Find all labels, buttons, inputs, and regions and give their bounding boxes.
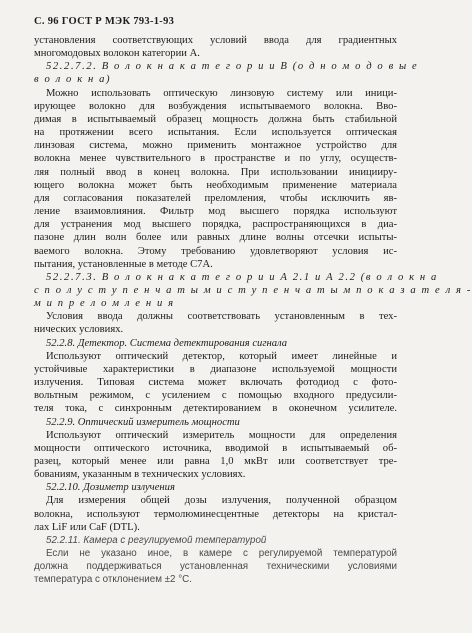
text-line: Для измерения общей дозы излучения, полученной образцом [46, 495, 397, 507]
text-line: температура с отклонением ±2 °С. [34, 574, 192, 586]
text-line: должна поддерживаться установленная техническими условиями [34, 561, 397, 573]
text-line: 52.2.7.2. В о л о к н а к а т е г о р и и В (о д н о м о д о в ы е [46, 61, 419, 73]
text-line: разец, который менее или равна 1,0 мкВт или соответствует тре- [34, 456, 397, 467]
text-line: димая в испытываемый образец мощность должна быть стабильной [34, 113, 397, 125]
text-line: Можно использовать оптическую линзовую систему или иници- [46, 87, 397, 99]
text-line: теля тока, с синхронным детектированием в оконечном усилителе. [34, 403, 397, 415]
text-line: 52.2.10. Дозиметр излучения [46, 482, 175, 494]
text-line: Используют оптический детектор, который имеет линейные и [46, 350, 397, 362]
text-line: с п о л у с т у п е н ч а т ы м и с т у п е н ч а т ы м п о к а з а т е л я - [34, 284, 472, 296]
page-header [34, 16, 397, 27]
text-line: многомодовых волокон категории А. [34, 48, 200, 60]
text-line: мощности оптического источника, вводимой в испытываемый об- [34, 442, 397, 454]
text-line: 52.2.8. Детектор. Система детектирования сигнала [46, 337, 288, 349]
text-line: 52.2.11. Камера с регулируемой температурой [46, 534, 267, 546]
text-line: ирующее волокно для возбуждения испытываемого волокна. Вво- [34, 100, 397, 112]
text-line: лах LiF или CaF (DTL). [34, 521, 140, 533]
text-line: Условия ввода должны соответствовать установленным в тех- [46, 311, 397, 323]
text-line: м и п р е л о м л е н и я [34, 298, 175, 310]
text-line: волокна менее чувствительного в пространстве и по углу, осуществ- [34, 153, 397, 165]
text-line: бованиям, указанным в технических условиях. [34, 469, 246, 481]
page-number: С. 96 [34, 16, 59, 27]
text-line: в о л о к н а) [34, 74, 112, 86]
text-line: Используют оптический измеритель мощности для определения [46, 429, 397, 441]
text-line: для устранения мод высшего порядка, распространяющихся в диа- [34, 219, 397, 231]
text-line: вольтным режимом, с усилением с помощью входного предусили- [34, 390, 397, 402]
standard-designation: ГОСТ Р МЭК 793-1-93 [61, 16, 175, 27]
text-line: ющего волокна может быть необходимым применение материала [34, 179, 397, 191]
text-line: 52.2.7.3. В о л о к н а к а т е г о р и и А 2.1 и А 2.2 (в о л о к н а [46, 271, 438, 283]
text-line: на протяжении всего испытания. Если используется оптическая [34, 127, 397, 139]
text-line: ваемого волокна. Этому требованию удовлетворяют условия ис- [34, 245, 397, 257]
text-line: нических условиях. [34, 324, 124, 336]
body-text [34, 34, 472, 587]
text-line: 52.2.9. Оптический измеритель мощности [46, 416, 240, 428]
text-line: ление взаимовлияния. Фильтр мод высшего порядка используют [34, 206, 397, 218]
text-line: устойчивые характеристики в диапазоне используемой мощности [34, 363, 397, 375]
text-line: пазоне длин волн более или равных длине волны отсечки испыты- [34, 232, 397, 244]
text-line: линзовая система, можно применить монтажное устройство для [34, 140, 397, 152]
text-line: излучения. Типовая система может включать фотодиод с фото- [34, 377, 397, 389]
text-line: ляя полный ввод в конец волокна. При использовании иницииру- [34, 166, 397, 178]
text-line: пытания, установленные в методе С7А. [34, 258, 213, 270]
text-line: Если не указано иное, в камере с регулируемой температурой [46, 548, 397, 560]
text-line: установления соответствующих условий ввода для градиентных [34, 35, 397, 46]
text-line: волокна, используют термолюминесцентные детекторы на кристал- [34, 508, 397, 520]
text-line: для согласования показателей преломления, чтобы исключить яв- [34, 192, 397, 204]
